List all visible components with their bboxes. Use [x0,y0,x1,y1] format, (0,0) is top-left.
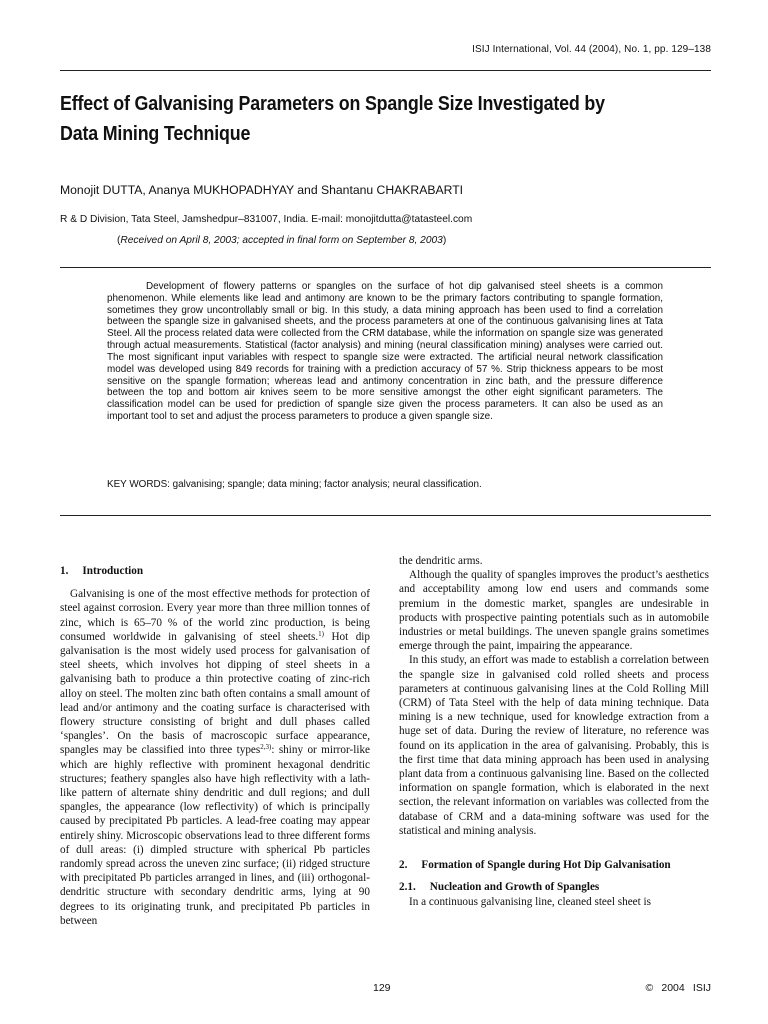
intro-text-a: Galvanising is one of the most effective methods for protection of steel against corrosion. Every year more than three million tonnes of zinc, which is 65–70 % of the world zinc production, is being consumed worldwide in galvanising of steel sheets. [60,588,370,643]
citation-2-3: 2,3) [260,743,272,752]
received-close-paren: ) [442,235,447,246]
abstract-top-rule [60,267,711,268]
received-open-paren: ( [117,235,121,246]
intro-text-c: : shiny or mirror-like which are highly reflective with prominent hexagonal dendritic structures; feathery spangles also have high reflectivity with a lath-like pattern of alternate shiny dendritic and dull regions; and dull spangles, the appearance (low reflectivity) of which is principally caused by precipitated Pb particles. A lead-free coating may appear entirely shiny. Microscopic observations lead to three different forms of dull areas: (i) dimpled structure with spherical Pb particles randomly spread across the uneven zinc surface; (ii) ridged structure with precipitated Pb particles arranged in lines, and (iii) orthogonal-dendritic structure with secondary dendritic arms, lying at 90 degrees to its originating trunk, and precipitated Pb particles in between [60,744,371,927]
intro-continuation: the dendritic arms. [399,555,483,567]
received-dates [117,235,446,246]
keywords: KEY WORDS: galvanising; spangle; data mining; factor analysis; neural classification. [107,479,482,490]
section-2-heading: 2. Formation of Spangle during Hot Dip Galvanisation [399,859,671,872]
page-number: 129 [373,982,391,994]
intro-paragraph-1 [60,587,370,928]
intro-paragraph-3: In this study, an effort was made to establish a correlation between the spangle size in galvanised cold rolled sheets and process parameters at continuous galvanising lines at the Cold Rolling Mill (CRM) of Tata Steel with the help of data mining technique. Data mining is a new technique, used for knowledge extraction from a huge set of data. During the review of literature, no reference was found on its application in the area of galvanising. Probably, this is the first time that data mining approach has been used in analysing plant data from a continuous galvanising line. Based on the collected information on spangle formation, which is elaborated in the next section, the relevant information on variables was collected from the database of CRM and a data-mining software was used for the statistical and mining analysis. [399,654,709,837]
intro-paragraph-2: Although the quality of spangles improves the product’s aesthetics and acceptability among low end users and commands some premium in the domestic market, spangles are undesirable in products with prospective painting potentials such as in automobile industries or metal buildings. The uneven spangle grains sometimes emerge through the paint, impairing the appearance. [399,569,709,653]
right-column [399,554,709,910]
affiliation: R & D Division, Tata Steel, Jamshedpur–831007, India. E-mail: monojitdutta@tatasteel.com [60,214,473,225]
section-1-heading: 1. Introduction [60,565,144,577]
left-column [60,554,370,928]
article-title: Effect of Galvanising Parameters on Spangle Size Investigated by Data Mining Technique [60,92,605,145]
intro-text-b: Hot dip galvanisation is the most widely used process for galvanisation of steel sheets, which involves hot dipping of steel sheets in a galvanising bath to produce a thin protective coating of zinc-rich alloy on steel. The molten zinc bath often contains a small amount of lead and/or antimony and the coating surface is characterised with flowery structure consisting of bright and dull phases called ‘spangles’. On the basis of macroscopic surface appearance, spangles may be classified into three types [60,630,370,757]
header-rule [60,70,711,71]
author-list: Monojit DUTTA, Ananya MUKHOPADHYAY and Shantanu CHAKRABARTI [60,183,464,197]
section-2-1-heading: 2.1. Nucleation and Growth of Spangles [399,881,600,894]
journal-reference: ISIJ International, Vol. 44 (2004), No. 1, pp. 129–138 [472,44,711,55]
citation-1: 1) [318,629,325,638]
copyright-notice: © 2004 ISIJ [645,982,711,994]
received-text: Received on April 8, 2003; accepted in final form on September 8, 2003 [120,235,443,246]
abstract-bottom-rule [60,515,711,516]
abstract: Development of flowery patterns or spangles on the surface of hot dip galvanised steel sheets is a common phenomenon. While elements like lead and antimony are known to be the primary factors contributing to spangle formation, sometimes they grow uncontrollably small or big. In this study, a data mining approach has been used to find a correlation between the spangle size in galvanised sheets, and the process parameters at one of the continuous galvanising lines at Tata Steel. All the process related data were collected from the CRM database, while the information on spangle size was generated through actual measurements. Statistical (factor analysis) and mining (neural classification mining) analyses were carried out. The most significant input variables with respect to spangle size were extracted. The artificial neural network classification model was developed using 849 records for training with a prediction accuracy of 57 %. Strip thickness appears to be most sensitive on the spangle formation; whereas lead and antimony concentration in zinc bath, and the pressure difference between the top and bottom air knives seem to be more sensitive amongst the other eight significant parameters. The classification model can be used for prediction of spangle size given the process parameters. It can also be used as an important tool to set and adjust the process parameters to produce a given spangle size. [107,281,663,422]
section-2-1-paragraph: In a continuous galvanising line, cleaned steel sheet is [409,896,652,909]
